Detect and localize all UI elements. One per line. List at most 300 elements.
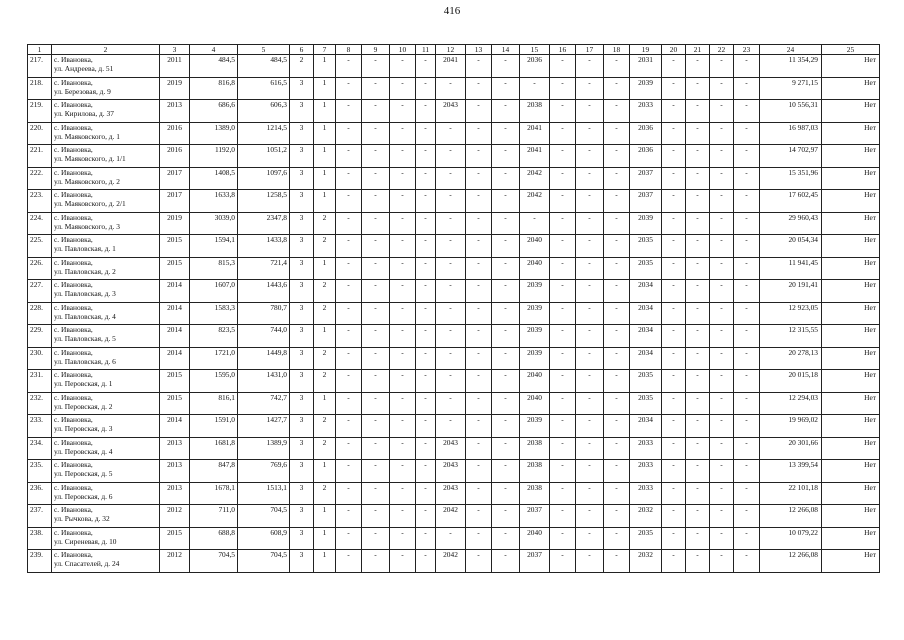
address-line: ул. Перовская, д. 4 [54, 446, 113, 456]
flag-cell: Нет [822, 302, 880, 325]
data-cell: 2040 [520, 257, 550, 280]
total-area-cell: 1607,0 [190, 280, 238, 303]
flag-cell: Нет [822, 482, 880, 505]
data-cell: 2034 [630, 325, 662, 348]
living-area-cell: 606,3 [238, 100, 290, 123]
header-row [28, 45, 880, 55]
data-cell: - [336, 325, 362, 348]
cost-cell: 15 351,96 [760, 167, 822, 190]
data-cell: - [416, 100, 436, 123]
data-cell: 1 [314, 460, 336, 483]
total-area-cell: 688,8 [190, 527, 238, 550]
data-cell: - [710, 235, 734, 258]
address-line: ул. Павловская, д. 5 [54, 334, 116, 344]
data-cell: - [710, 392, 734, 415]
data-cell: 2037 [630, 167, 662, 190]
data-cell: - [466, 257, 492, 280]
column-header: 8 [336, 45, 362, 55]
table-row [28, 235, 880, 258]
row-number-cell: 223. [28, 190, 52, 213]
data-cell: 1 [314, 392, 336, 415]
flag-cell: Нет [822, 527, 880, 550]
flag-cell: Нет [822, 437, 880, 460]
living-area-cell: 1389,9 [238, 437, 290, 460]
data-cell: 1 [314, 100, 336, 123]
data-cell: 2013 [160, 460, 190, 483]
data-cell: - [336, 347, 362, 370]
data-cell: 2019 [160, 212, 190, 235]
data-cell: 2033 [630, 482, 662, 505]
data-cell: - [734, 77, 760, 100]
address-line: ул. Перовская, д. 5 [54, 469, 113, 479]
table-row [28, 392, 880, 415]
data-cell: - [336, 505, 362, 528]
data-cell: - [550, 370, 576, 393]
living-area-cell: 1431,0 [238, 370, 290, 393]
data-cell: 2035 [630, 370, 662, 393]
flag-cell: Нет [822, 392, 880, 415]
data-cell: 3 [290, 482, 314, 505]
row-number-cell: 237. [28, 505, 52, 528]
data-cell: - [604, 280, 630, 303]
address-cell [52, 415, 160, 438]
data-cell: - [416, 392, 436, 415]
data-cell: 3 [290, 77, 314, 100]
data-cell: - [686, 460, 710, 483]
table-row [28, 190, 880, 213]
data-cell: - [390, 100, 416, 123]
column-header: 10 [390, 45, 416, 55]
data-cell: - [390, 190, 416, 213]
data-cell: - [466, 437, 492, 460]
data-cell: 1 [314, 527, 336, 550]
data-cell: 2042 [520, 167, 550, 190]
flag-cell: Нет [822, 145, 880, 168]
table-row [28, 122, 880, 145]
column-header: 13 [466, 45, 492, 55]
data-cell: - [362, 122, 390, 145]
address-line: с. Ивановка, [54, 325, 93, 334]
data-cell: - [662, 302, 686, 325]
total-area-cell: 815,3 [190, 257, 238, 280]
data-cell: 3 [290, 347, 314, 370]
living-area-cell: 742,7 [238, 392, 290, 415]
address-line: с. Ивановка, [54, 460, 93, 469]
data-cell: - [492, 122, 520, 145]
data-cell: 3 [290, 392, 314, 415]
data-cell: - [576, 392, 604, 415]
data-cell: - [466, 280, 492, 303]
data-cell: 2039 [520, 325, 550, 348]
data-cell: - [604, 505, 630, 528]
data-cell: - [686, 482, 710, 505]
data-cell: 2036 [520, 55, 550, 78]
flag-cell: Нет [822, 257, 880, 280]
data-cell: 2041 [520, 122, 550, 145]
data-cell: - [686, 257, 710, 280]
address-line: ул. Перовская, д. 1 [54, 379, 113, 389]
address-line: с. Ивановка, [54, 437, 93, 447]
data-cell: - [604, 460, 630, 483]
data-cell: - [362, 460, 390, 483]
data-cell: - [390, 212, 416, 235]
data-cell: 2013 [160, 482, 190, 505]
data-cell: - [466, 347, 492, 370]
address-cell [52, 325, 160, 348]
cost-cell: 20 015,18 [760, 370, 822, 393]
address-line: с. Ивановка, [54, 347, 93, 357]
address-line: ул. Маяковского, д. 1/1 [54, 154, 126, 164]
cost-cell: 11 354,29 [760, 55, 822, 78]
data-cell: - [734, 145, 760, 168]
flag-cell: Нет [822, 370, 880, 393]
data-cell: - [336, 257, 362, 280]
data-cell: - [492, 527, 520, 550]
data-cell: - [492, 77, 520, 100]
data-cell: - [576, 280, 604, 303]
row-number-cell: 219. [28, 100, 52, 123]
data-cell: - [604, 370, 630, 393]
data-cell: - [550, 257, 576, 280]
data-cell: - [576, 415, 604, 438]
address-cell [52, 190, 160, 213]
data-cell: - [662, 550, 686, 573]
data-cell: 2035 [630, 257, 662, 280]
column-header: 4 [190, 45, 238, 55]
flag-cell: Нет [822, 190, 880, 213]
data-cell: - [466, 167, 492, 190]
address-line: с. Ивановка, [54, 235, 93, 244]
data-cell: - [662, 77, 686, 100]
data-cell: 2014 [160, 347, 190, 370]
data-cell: 2 [314, 347, 336, 370]
data-cell: - [604, 415, 630, 438]
data-cell: - [416, 212, 436, 235]
data-cell: - [686, 122, 710, 145]
data-cell: - [662, 257, 686, 280]
data-cell: - [734, 392, 760, 415]
data-cell: 1 [314, 77, 336, 100]
data-cell: 3 [290, 415, 314, 438]
data-cell: - [734, 257, 760, 280]
data-cell: - [686, 55, 710, 78]
data-cell: - [492, 100, 520, 123]
data-cell: - [466, 370, 492, 393]
data-cell: 2038 [520, 482, 550, 505]
data-cell: - [436, 415, 466, 438]
row-number-cell: 236. [28, 482, 52, 505]
data-cell: - [416, 370, 436, 393]
address-cell [52, 460, 160, 483]
data-cell: - [710, 77, 734, 100]
data-cell: - [604, 550, 630, 573]
housing-table [27, 44, 880, 573]
data-cell: - [734, 235, 760, 258]
data-cell: 3 [290, 437, 314, 460]
data-cell: 2017 [160, 167, 190, 190]
cost-cell: 16 987,03 [760, 122, 822, 145]
total-area-cell: 704,5 [190, 550, 238, 573]
data-cell: - [604, 100, 630, 123]
data-cell: - [734, 280, 760, 303]
data-cell: - [662, 280, 686, 303]
total-area-cell: 1594,1 [190, 235, 238, 258]
data-cell: - [336, 55, 362, 78]
address-line: с. Ивановка, [54, 482, 93, 492]
data-cell: - [576, 145, 604, 168]
data-cell: 2014 [160, 280, 190, 303]
data-cell: - [436, 77, 466, 100]
data-cell: - [710, 302, 734, 325]
data-cell: - [416, 482, 436, 505]
flag-cell: Нет [822, 235, 880, 258]
row-number-cell: 220. [28, 122, 52, 145]
data-cell: - [604, 235, 630, 258]
address-cell [52, 100, 160, 123]
data-cell: - [390, 505, 416, 528]
data-cell: - [550, 167, 576, 190]
data-cell: - [336, 235, 362, 258]
data-cell: 2 [314, 302, 336, 325]
data-cell: - [550, 302, 576, 325]
data-cell: - [550, 437, 576, 460]
data-cell: 2034 [630, 302, 662, 325]
data-cell: 2036 [630, 122, 662, 145]
living-area-cell: 704,5 [238, 550, 290, 573]
cost-cell: 11 941,45 [760, 257, 822, 280]
data-cell: - [336, 415, 362, 438]
row-number-cell: 235. [28, 460, 52, 483]
living-area-cell: 1449,8 [238, 347, 290, 370]
data-cell: - [604, 527, 630, 550]
data-cell: - [492, 190, 520, 213]
data-cell: 3 [290, 527, 314, 550]
data-cell: - [604, 190, 630, 213]
data-cell: 2015 [160, 235, 190, 258]
data-cell: 2041 [520, 145, 550, 168]
table-row [28, 527, 880, 550]
data-cell: - [686, 347, 710, 370]
data-cell: 1 [314, 190, 336, 213]
cost-cell: 14 702,97 [760, 145, 822, 168]
address-line: ул. Рычкова, д. 32 [54, 514, 110, 524]
data-cell: - [390, 437, 416, 460]
data-cell: 1 [314, 145, 336, 168]
flag-cell: Нет [822, 167, 880, 190]
data-cell: - [604, 145, 630, 168]
row-number-cell: 232. [28, 392, 52, 415]
column-header: 1 [28, 45, 52, 55]
address-line: ул. Павловская, д. 1 [54, 244, 116, 254]
living-area-cell: 1433,8 [238, 235, 290, 258]
address-line: ул. Маяковского, д. 3 [54, 221, 120, 231]
data-cell: - [550, 550, 576, 573]
data-cell: 2031 [630, 55, 662, 78]
data-cell: - [416, 257, 436, 280]
address-line: ул. Перовская, д. 6 [54, 491, 113, 501]
total-area-cell: 1633,8 [190, 190, 238, 213]
data-cell: - [710, 550, 734, 573]
data-cell: - [336, 437, 362, 460]
data-cell: - [710, 460, 734, 483]
data-cell: - [604, 212, 630, 235]
data-cell: - [662, 100, 686, 123]
data-cell: - [604, 347, 630, 370]
living-area-cell: 608,9 [238, 527, 290, 550]
table-row [28, 347, 880, 370]
data-cell: - [686, 212, 710, 235]
data-cell: - [416, 77, 436, 100]
data-cell: - [336, 550, 362, 573]
data-cell: - [492, 482, 520, 505]
data-cell: - [576, 550, 604, 573]
data-cell: - [466, 212, 492, 235]
data-cell: - [576, 482, 604, 505]
flag-cell: Нет [822, 505, 880, 528]
data-cell: 3 [290, 190, 314, 213]
data-cell: - [734, 55, 760, 78]
column-header: 22 [710, 45, 734, 55]
data-cell: - [662, 460, 686, 483]
address-line: ул. Сиреневая, д. 10 [54, 536, 117, 546]
address-line: с. Ивановка, [54, 370, 93, 379]
address-cell [52, 437, 160, 460]
column-header: 12 [436, 45, 466, 55]
data-cell: - [436, 167, 466, 190]
data-cell: - [416, 437, 436, 460]
data-cell: - [492, 280, 520, 303]
data-cell: 2035 [630, 235, 662, 258]
column-header: 5 [238, 45, 290, 55]
address-line: с. Ивановка, [54, 212, 93, 222]
data-cell: - [734, 370, 760, 393]
data-cell: - [492, 550, 520, 573]
column-header: 18 [604, 45, 630, 55]
cost-cell: 20 278,13 [760, 347, 822, 370]
cost-cell: 20 054,34 [760, 235, 822, 258]
data-cell: 3 [290, 100, 314, 123]
address-cell [52, 527, 160, 550]
data-cell: - [436, 212, 466, 235]
column-header: 24 [760, 45, 822, 55]
data-cell: - [662, 527, 686, 550]
data-cell: - [710, 347, 734, 370]
column-header: 20 [662, 45, 686, 55]
table-row [28, 550, 880, 573]
data-cell: - [436, 325, 466, 348]
data-cell: - [686, 325, 710, 348]
data-cell: - [576, 325, 604, 348]
data-cell: 1 [314, 167, 336, 190]
total-area-cell: 1408,5 [190, 167, 238, 190]
table-row [28, 77, 880, 100]
living-area-cell: 1214,5 [238, 122, 290, 145]
data-cell: - [436, 370, 466, 393]
living-area-cell: 1513,1 [238, 482, 290, 505]
data-cell: 2038 [520, 460, 550, 483]
data-cell: 2 [314, 437, 336, 460]
data-cell: 1 [314, 55, 336, 78]
data-cell: 2041 [436, 55, 466, 78]
row-number-cell: 221. [28, 145, 52, 168]
column-header: 21 [686, 45, 710, 55]
total-area-cell: 1595,0 [190, 370, 238, 393]
data-cell: - [734, 460, 760, 483]
address-cell [52, 370, 160, 393]
flag-cell: Нет [822, 212, 880, 235]
total-area-cell: 816,8 [190, 77, 238, 100]
data-cell: - [416, 190, 436, 213]
address-line: ул. Павловская, д. 6 [54, 356, 116, 366]
data-cell: 2040 [520, 370, 550, 393]
address-line: с. Ивановка, [54, 100, 93, 109]
data-cell: - [466, 145, 492, 168]
data-cell: - [362, 212, 390, 235]
total-area-cell: 3039,0 [190, 212, 238, 235]
data-cell: 2033 [630, 100, 662, 123]
cost-cell: 12 266,08 [760, 550, 822, 573]
data-cell: - [436, 145, 466, 168]
data-cell: - [710, 437, 734, 460]
address-cell [52, 145, 160, 168]
data-cell: - [336, 190, 362, 213]
row-number-cell: 226. [28, 257, 52, 280]
data-cell: - [710, 370, 734, 393]
data-cell: - [416, 280, 436, 303]
data-cell: 2 [314, 235, 336, 258]
data-cell: - [550, 55, 576, 78]
data-cell: - [604, 392, 630, 415]
data-cell: 3 [290, 122, 314, 145]
row-number-cell: 224. [28, 212, 52, 235]
data-cell: - [390, 77, 416, 100]
data-cell: - [604, 55, 630, 78]
table-row [28, 145, 880, 168]
data-cell: - [550, 280, 576, 303]
address-cell [52, 482, 160, 505]
data-cell: 2039 [520, 347, 550, 370]
cost-cell: 19 969,02 [760, 415, 822, 438]
data-cell: - [686, 370, 710, 393]
data-cell: 2014 [160, 415, 190, 438]
data-cell: - [492, 167, 520, 190]
address-line: с. Ивановка, [54, 77, 93, 87]
table-row [28, 55, 880, 78]
row-number-cell: 238. [28, 527, 52, 550]
column-header: 17 [576, 45, 604, 55]
data-cell: - [466, 190, 492, 213]
data-cell: - [662, 325, 686, 348]
column-header: 9 [362, 45, 390, 55]
data-cell: - [492, 55, 520, 78]
data-cell: 2 [314, 370, 336, 393]
data-cell: - [576, 257, 604, 280]
cost-cell: 9 271,15 [760, 77, 822, 100]
data-cell: - [336, 77, 362, 100]
data-cell: - [390, 482, 416, 505]
flag-cell: Нет [822, 347, 880, 370]
data-cell: - [416, 527, 436, 550]
data-cell: - [390, 280, 416, 303]
data-cell: - [390, 392, 416, 415]
address-line: с. Ивановка, [54, 527, 93, 537]
data-cell: 3 [290, 550, 314, 573]
data-cell: - [550, 415, 576, 438]
cost-cell: 17 602,45 [760, 190, 822, 213]
data-cell: 2043 [436, 437, 466, 460]
flag-cell: Нет [822, 550, 880, 573]
data-cell: - [492, 392, 520, 415]
